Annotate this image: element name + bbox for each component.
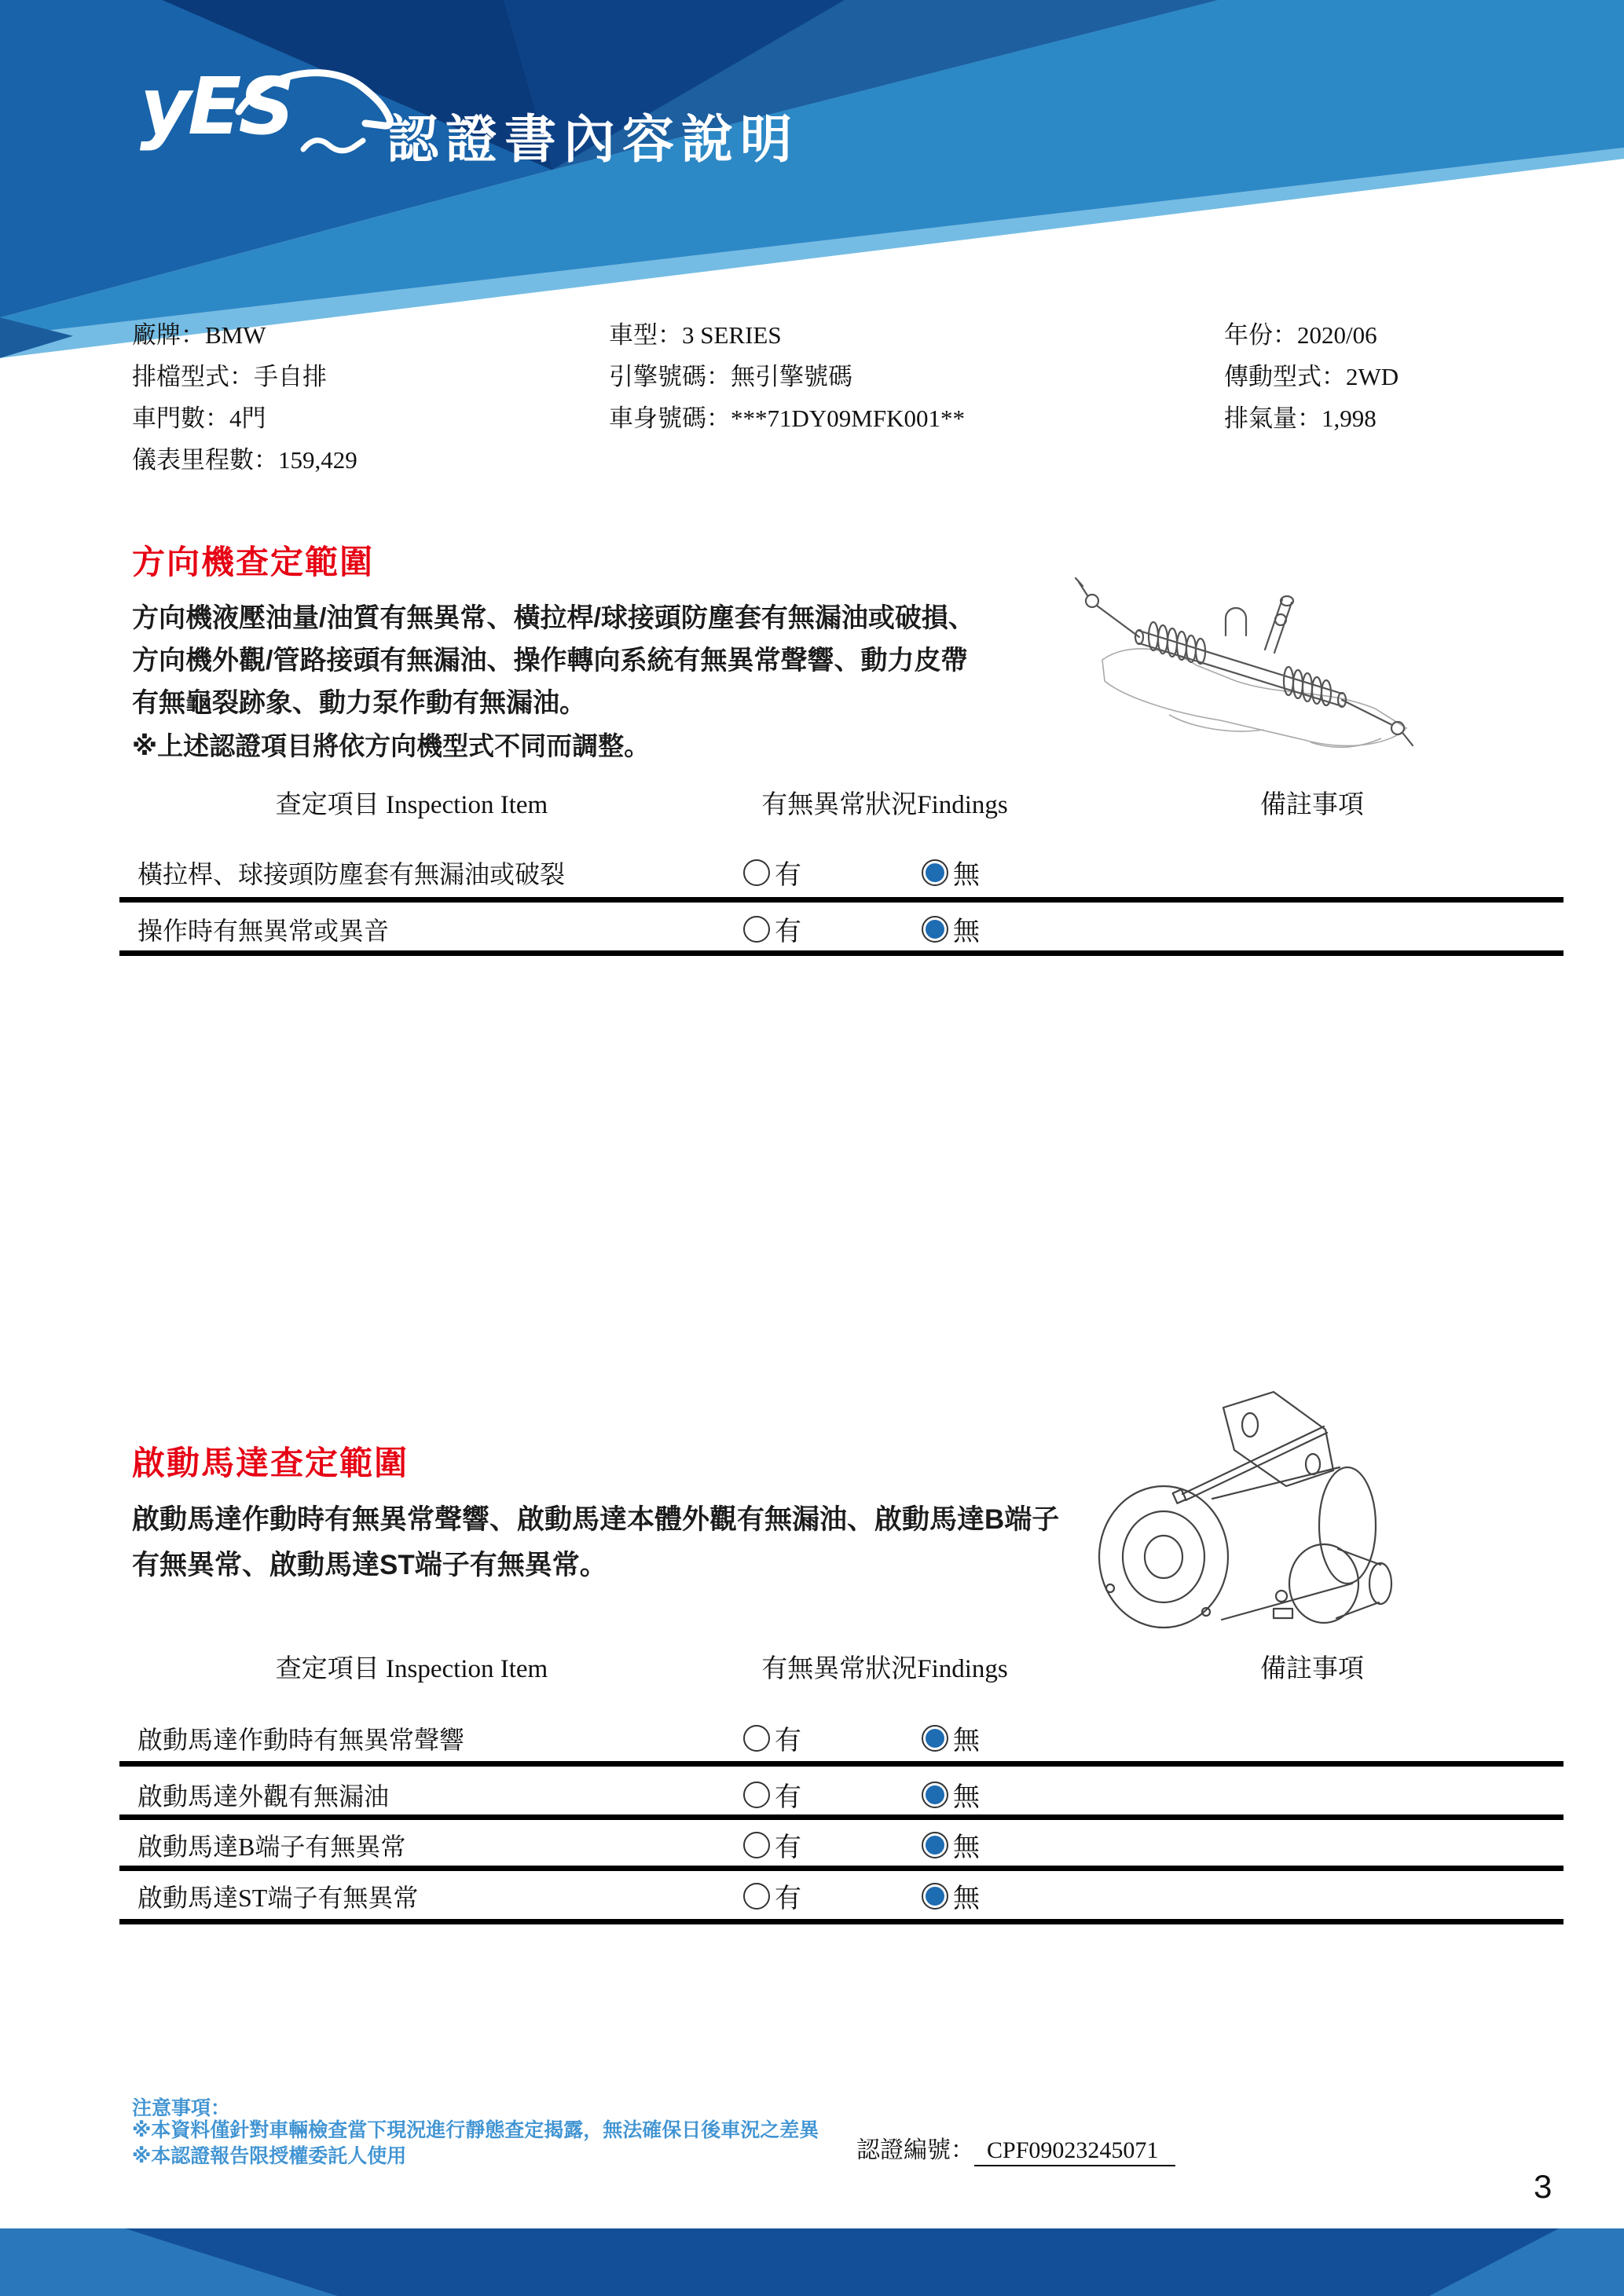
inspection-item-label: 橫拉桿、球接頭防塵套有無漏油或破裂 [137,860,566,888]
table1-header-remark: 備註事項 [1260,791,1364,819]
radio-has[interactable] [743,1832,770,1858]
row-divider [119,1761,1564,1767]
row-divider [119,1866,1564,1871]
vehicle-info-col3 [1224,314,1399,439]
steering-rack-illustration [1075,562,1428,762]
vehicle-brand: 廠牌：BMW [132,321,266,349]
page-number: 3 [1534,2168,1553,2205]
vehicle-info-col2 [609,314,965,439]
radio-none-label: 無 [953,1884,980,1913]
section-desc-steering [132,597,975,724]
radio-none-selected[interactable] [922,1782,948,1808]
radio-has-label: 有 [775,1783,801,1812]
table1-header-finding: 有無異常狀況Findings [761,791,1008,819]
row-divider [119,1919,1564,1924]
notice-list [132,2118,819,2170]
radio-has-label: 有 [775,1727,801,1756]
desc-line: 方向機液壓油量/油質有無異常、橫拉桿/球接頭防塵套有無漏油或破損、 [132,603,975,633]
vehicle-year: 年份：2020/06 [1224,321,1377,349]
cert-value: CPF09023245071 [974,2137,1175,2166]
desc-line: 方向機外觀/管路接頭有無漏油、操作轉向系統有無異常聲響、動力皮帶 [132,646,968,676]
vehicle-model: 車型：3 SERIES [609,321,782,349]
radio-has[interactable] [743,1883,770,1910]
radio-none-selected[interactable] [922,1725,948,1752]
radio-none-label: 無 [953,1833,980,1862]
row-divider [119,1814,1564,1820]
radio-none-label: 無 [953,861,980,890]
desc-line: 有無異常、啟動馬達ST端子有無異常。 [132,1550,607,1580]
radio-has-label: 有 [775,917,801,947]
radio-has[interactable] [743,1782,770,1808]
notice-item: ※本資料僅針對車輛檢查當下現況進行靜態查定揭露，無法確保日後車況之差異 [132,2119,819,2141]
cert-label: 認證編號： [856,2137,974,2163]
footer-facet-left [0,2228,1624,2296]
row-divider [119,950,1564,956]
page-title: 認證書內容說明 [387,110,799,168]
radio-has-label: 有 [775,1833,801,1862]
radio-none-selected[interactable] [922,1832,948,1858]
radio-has-label: 有 [775,861,801,890]
section-title-starter: 啟動馬達查定範圍 [132,1445,409,1481]
vehicle-mileage: 儀表里程數：159,429 [132,446,357,474]
radio-none-selected[interactable] [922,859,948,886]
radio-has[interactable] [743,1725,770,1752]
table1-header-item: 查定項目 Inspection Item [275,791,548,819]
radio-has[interactable] [743,859,770,886]
radio-none-label: 無 [953,1727,980,1756]
vehicle-drivetrain: 傳動型式：2WD [1224,363,1399,390]
radio-none-label: 無 [953,1783,980,1812]
radio-has-label: 有 [775,1884,801,1913]
desc-line: 啟動馬達作動時有無異常聲響、啟動馬達本體外觀有無漏油、啟動馬達B端子 [132,1504,1060,1535]
car-swoosh-icon [234,63,407,165]
radio-none-selected[interactable] [922,1883,948,1910]
inspection-item-label: 啟動馬達B端子有無異常 [137,1833,406,1861]
vehicle-displacement: 排氣量：1,998 [1224,405,1377,432]
vehicle-vin: 車身號碼：***71DY09MFK001** [609,405,965,432]
inspection-item-label: 啟動馬達外觀有無漏油 [137,1782,390,1811]
vehicle-gearbox: 排檔型式：手自排 [132,363,327,390]
inspection-item-label: 啟動馬達ST端子有無異常 [137,1884,419,1912]
table2-header-finding: 有無異常狀況Findings [761,1655,1008,1683]
radio-none-selected[interactable] [922,916,948,943]
section-title-steering: 方向機查定範圍 [132,544,375,580]
radio-none-label: 無 [953,917,980,947]
vehicle-doors: 車門數：4門 [132,405,266,432]
yes-logo: yES [140,60,292,152]
section-desc-starter [132,1497,1059,1588]
table2-header-item: 查定項目 Inspection Item [275,1655,548,1683]
starter-motor-illustration [1088,1382,1410,1638]
radio-has[interactable] [743,916,770,943]
vehicle-info-col1 [132,314,357,481]
inspection-item-label: 啟動馬達作動時有無異常聲響 [137,1726,465,1754]
row-divider [119,897,1564,903]
vehicle-engine-no: 引擎號碼：無引擎號碼 [609,363,852,390]
section-note-steering: ※上述認證項目將依方向機型式不同而調整。 [132,731,651,760]
footer-bar [0,2228,1624,2296]
notice-item: ※本認證報告限授權委託人使用 [132,2145,407,2167]
table2-header-remark: 備註事項 [1260,1655,1364,1683]
notice-title: 注意事項： [132,2097,231,2119]
desc-line: 有無龜裂跡象、動力泵作動有無漏油。 [132,688,586,718]
inspection-item-label: 操作時有無異常或異音 [137,917,390,945]
certification-number [856,2130,1175,2165]
